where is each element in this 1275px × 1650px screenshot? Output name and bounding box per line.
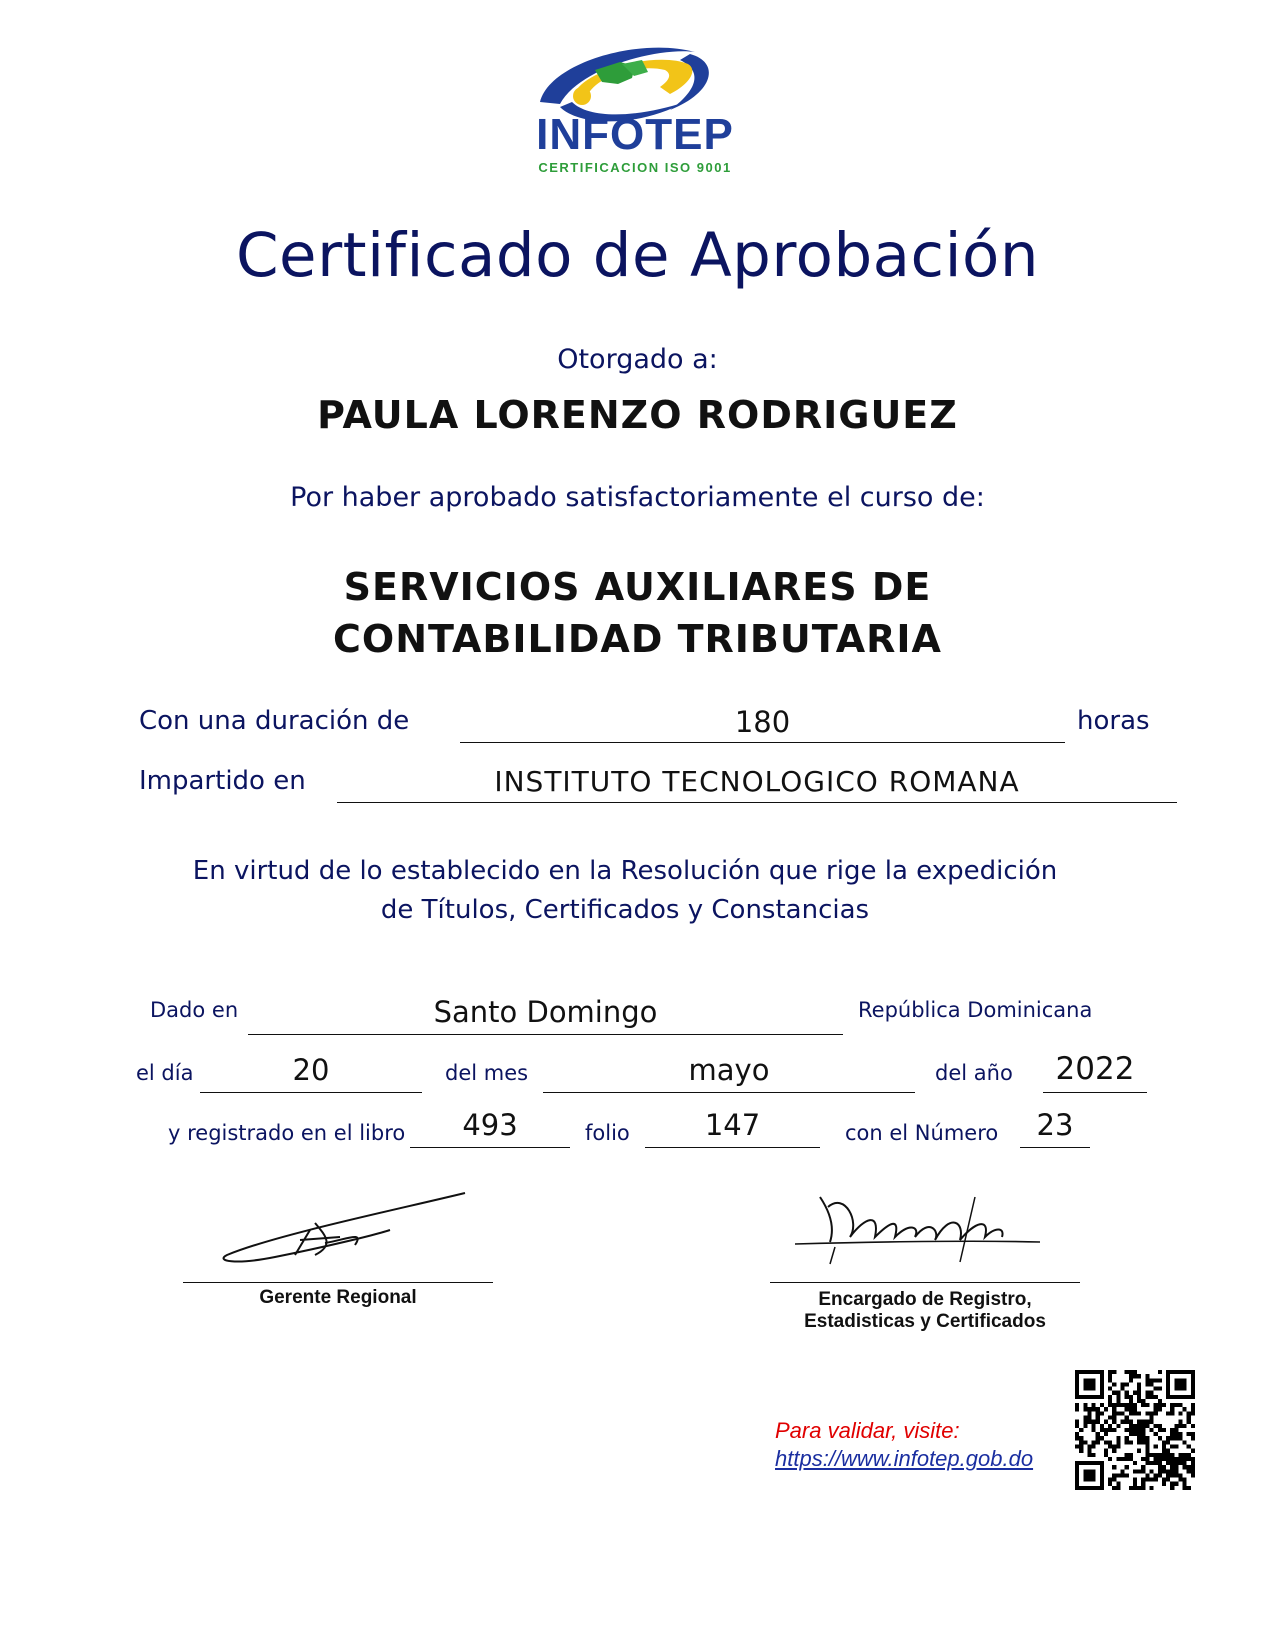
left-signature-line (183, 1282, 493, 1283)
year-value: 2022 (1055, 1051, 1135, 1087)
course-name-line: SERVICIOS AUXILIARES DE (343, 565, 932, 609)
validation-label: Para validar, visite: (775, 1418, 960, 1443)
folio-value: 147 (704, 1108, 761, 1142)
duration-underline (460, 742, 1065, 743)
day-label: el día (136, 1061, 194, 1085)
institution-underline (337, 802, 1177, 803)
duration-value: 180 (734, 705, 791, 739)
number-underline (1020, 1147, 1090, 1148)
institution-label: Impartido en (139, 766, 306, 796)
institution-value: INSTITUTO TECNOLOGICO ROMANA (494, 765, 1020, 798)
logo-subtitle: CERTIFICACION ISO 9001 (538, 160, 732, 175)
day-value: 20 (292, 1053, 330, 1087)
place-label: Dado en (150, 998, 239, 1022)
right-signature-line (770, 1282, 1080, 1283)
qr-code (1075, 1370, 1195, 1490)
number-value: 23 (1036, 1108, 1074, 1142)
right-signature (790, 1182, 1060, 1272)
place-underline (248, 1034, 843, 1035)
year-label: del año (935, 1061, 1013, 1085)
resolution-line: En virtud de lo establecido en la Resolución que rige la expedición (192, 856, 1058, 886)
day-underline (200, 1092, 422, 1093)
right-signature-title: Encargado de Registro, (818, 1289, 1032, 1310)
course-intro: Por haber aprobado satisfactoriamente el curso de: (290, 482, 985, 513)
folio-label: folio (585, 1121, 630, 1145)
logo-text: INFOTEP (536, 110, 734, 159)
infotep-logo (520, 32, 750, 182)
month-underline (543, 1092, 915, 1093)
right-signature-title: Estadisticas y Certificados (804, 1311, 1046, 1332)
validation-link[interactable]: https://www.infotep.gob.do (775, 1446, 1034, 1471)
duration-label: Con una duración de (139, 706, 410, 736)
duration-unit: horas (1077, 706, 1150, 736)
book-value: 493 (462, 1108, 518, 1142)
course-name-line: CONTABILIDAD TRIBUTARIA (333, 617, 942, 661)
number-label: con el Número (845, 1121, 999, 1145)
folio-underline (645, 1147, 820, 1148)
year-underline (1043, 1092, 1147, 1093)
month-value: mayo (688, 1053, 770, 1087)
book-label: y registrado en el libro (168, 1121, 406, 1145)
awarded-label: Otorgado a: (557, 344, 718, 375)
recipient-name: PAULA LORENZO RODRIGUEZ (317, 393, 958, 437)
book-underline (410, 1147, 570, 1148)
resolution-line: de Títulos, Certificados y Constancias (380, 895, 870, 925)
certificate-title: Certificado de Aprobación (235, 220, 1040, 291)
place-value: Santo Domingo (433, 995, 658, 1029)
left-signature-title: Gerente Regional (259, 1287, 417, 1308)
month-label: del mes (445, 1061, 529, 1085)
country-label: República Dominicana (858, 998, 1093, 1022)
qr-code-icon (1075, 1370, 1195, 1490)
left-signature (215, 1185, 475, 1270)
